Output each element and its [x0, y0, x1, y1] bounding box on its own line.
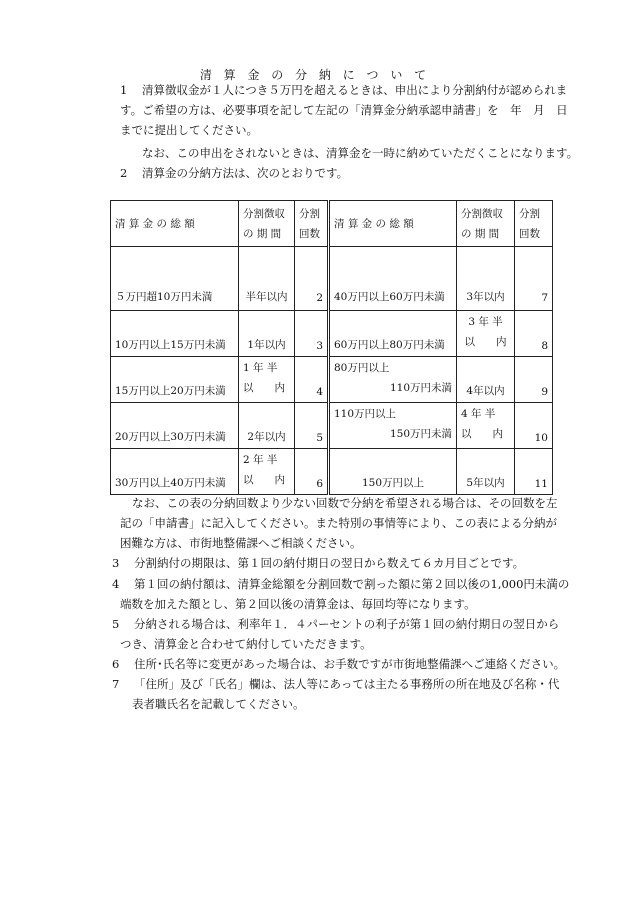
- note-line3: 困難な方は、市街地整備課へご相談ください。: [120, 536, 362, 550]
- header-count: 分割 回数: [295, 201, 329, 247]
- item-1-line4: なお、この申出をされないときは、清算金を一時に納めていただくことになります。: [142, 146, 579, 160]
- table-row: ５万円超10万円未満 半年以内 2 40万円以上60万円未満 3年以内 7: [111, 247, 553, 311]
- item-5: 5 分納される場合は、利率年１．４パーセントの利子が第１回の納付期日の翌日から: [112, 617, 560, 631]
- item-5-line2: つき、清算金と合わせて納付していただきます。: [120, 637, 372, 651]
- item-7-line2: 表者職氏名を記載してください。: [132, 697, 305, 711]
- item-2: 2 清算金の分納方法は、次のとおりです。: [120, 166, 349, 180]
- item-3: 3 分割納付の期限は、第１回の納付期日の翌日から数えて６カ月目ごとです。: [112, 556, 525, 570]
- header-period: 分割徴収 の 期 間: [239, 201, 295, 247]
- document-title: 清 算 金 の 分 納 に つ い て: [199, 68, 431, 82]
- table-header-row: [111, 201, 553, 247]
- table-row: 10万円以上15万円未満 1年以内 3 60万円以上80万円未満 3 年 半 以 内 8: [111, 311, 553, 357]
- item-4: 4 第１回の納付額は、清算金総額を分割回数で割った額に第２回以後の1,000円未満の: [112, 577, 570, 591]
- note-line2: 記の「申請書」に記入してください。また特別の事情等により、この表による分納が: [120, 516, 557, 530]
- table-row: 20万円以上30万円未満 2年以内 5 110万円以上 150万円未満 4 年 半 以 内 10: [111, 403, 553, 449]
- header-count: 分割 回数: [515, 201, 553, 247]
- table-row: 15万円以上20万円未満 1 年 半 以 内 4 80万円以上 110万円未満 4年以内 9: [111, 357, 553, 403]
- item-1-line2: す。ご希望の方は、必要事項を記して左記の「清算金分納承認申請書」を 年 月 日: [120, 103, 568, 117]
- header-total: 清 算 金 の 総 額: [329, 201, 457, 247]
- item-6: 6 住所･氏名等に変更があった場合は、お手数ですが市街地整備課へご連絡ください。: [112, 657, 566, 671]
- item-number: 1: [120, 83, 128, 97]
- note-line1: なお、この表の分納回数より少ない回数で分納を希望される場合は、その回数を左: [132, 496, 558, 510]
- item-1: 1 清算徴収金が１人につき５万円を超えるときは、申出により分割納付が認められま: [120, 80, 567, 100]
- item-7: 7 「住所」及び「氏名」欄は、法人等にあっては主たる事務所の所在地及び名称・代: [112, 677, 560, 691]
- header-total: 清 算 金 の 総 額: [111, 201, 239, 247]
- item-1-line3: までに提出してください。: [120, 123, 258, 137]
- header-period: 分割徴収 の 期 間: [457, 201, 515, 247]
- item-4-line2: 端数を加えた額とし、第２回以後の清算金は、毎回均等になります。: [120, 597, 476, 611]
- installment-table: [110, 200, 553, 495]
- table-row: 30万円以上40万円未満 2 年 半 以 内 6 150万円以上 5年以内 11: [111, 449, 553, 495]
